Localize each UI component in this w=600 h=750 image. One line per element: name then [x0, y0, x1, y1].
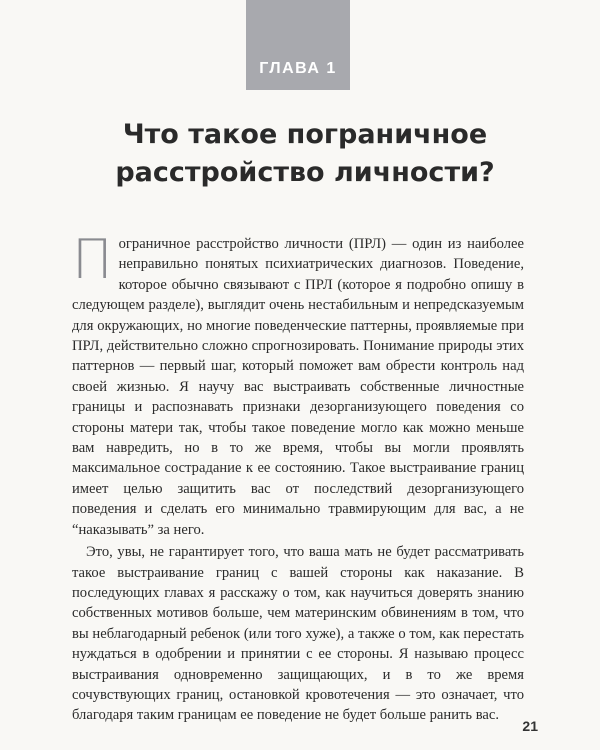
body-text [72, 228, 524, 726]
drop-cap: П [72, 228, 113, 291]
chapter-label: ГЛАВА 1 [259, 60, 337, 77]
chapter-title [70, 116, 540, 192]
chapter-tab [246, 0, 350, 90]
paragraph-1 [72, 228, 524, 540]
paragraph-2: Это, увы, не гарантирует того, что ваша мать не будет рассматривать такое выстраивание границ с вашей стороны как наказание. В последующих главах я расскажу о том, как научиться доверять знанию собственных мотивов больше, чем материнским обвинениям в том, что вы неблагодарный ребенок (или того хуже), а также о том, как перестать нуждаться в одобрении и принятии с ее стороны. Я называю процесс выстраивания одновременно защищающих, и в то же время сочувствующих границ, остановкой кровотечения — это означает, что благодаря таким границам ее поведение не будет больше ранить вас. [72, 544, 524, 724]
chapter-title-line-2: расстройство личности? [115, 157, 495, 188]
paragraph-1-text: ограничное расстройство личности (ПРЛ) — один из наиболее неправильно понятых психиатрических диагнозов. Поведение, которое обычно связывают с ПРЛ (которое я подробно опишу в следующем разделе), выглядит очень нестабильным и непредсказуемым для окружающих, но многие поведенческие паттерны, проявляемые при ПРЛ, действительно сложно спрогнозировать. Понимание природы этих паттернов — первый шаг, который поможет вам обрести контроль над своей жизнью. Я научу вас выстраивать собственные личностные границы и распознавать признаки дезорганизующего поведения со стороны матери так, чтобы такое поведение могло как можно меньше вам навредить, но в то же время, чтобы вы могли проявлять максимальное сострадание к ее состоянию. Такое выстраивание границ имеет целью защитить вас от последствий дезорганизующего поведения и сделать его минимально травмирующим для вас, а не “наказывать” за него. [72, 236, 524, 538]
chapter-title-line-1: Что такое пограничное [122, 119, 488, 150]
page-number: 21 [522, 718, 538, 734]
